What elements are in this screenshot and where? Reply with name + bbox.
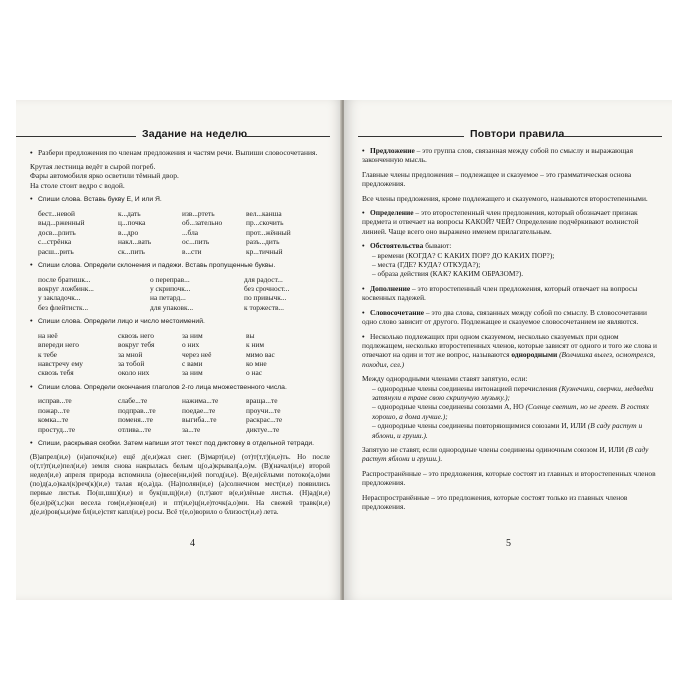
word: простуд...те xyxy=(38,424,75,434)
circumstance-place: – места (ГДЕ? КУДА? ОТКУДА?); xyxy=(372,260,481,270)
task-2-word-grid xyxy=(38,209,330,256)
word: мимо вас xyxy=(246,349,275,359)
word: в...дро xyxy=(118,227,139,237)
word: выд...рженный xyxy=(38,218,85,228)
word: диктуе...те xyxy=(246,424,280,434)
right-page-header xyxy=(344,128,672,144)
word: ос...пить xyxy=(182,237,210,247)
word: изв...ртеть xyxy=(182,208,215,218)
bullet-icon: • xyxy=(30,438,33,448)
word: к ним xyxy=(246,340,265,350)
comma-case-text: – однородные члены соединены интонацией перечисления xyxy=(372,383,559,393)
rule-attribute xyxy=(362,208,660,236)
word: после братишк... xyxy=(38,274,91,284)
page-number: 4 xyxy=(190,538,195,549)
word: досв...рлить xyxy=(38,227,76,237)
word: кр...тичный xyxy=(246,246,283,256)
rule-secondary-members: Все члены предложения, кроме подлежащего и сказуемого, называются второстепенными. xyxy=(362,193,648,203)
rule-term: Определение xyxy=(370,208,414,218)
word: к...дать xyxy=(118,208,141,218)
word: о них xyxy=(182,340,200,350)
no-comma-example: (В саду растут яблони и груши.). xyxy=(362,444,649,464)
word: о нас xyxy=(246,368,263,378)
bullet-icon: • xyxy=(362,283,365,293)
word: разъ...дить xyxy=(246,237,280,247)
word: без флейтистк... xyxy=(38,302,89,312)
task-1-text: Разбери предложения по членам предложения и частям речи. Выпиши словосочетания. xyxy=(38,148,318,157)
word: ...бла xyxy=(182,227,199,237)
word: проучи...те xyxy=(246,405,281,415)
word: для упаковк... xyxy=(150,302,194,312)
rule-text: – это группа слов, связанная между собой по смыслу и выражающая законченную мысль. xyxy=(362,146,633,165)
rule-homogeneous xyxy=(362,332,660,370)
word: прот...жённый xyxy=(246,227,291,237)
rule-text: – это второстепенный член предложения, который обозначает признак предмета и отвечает на вопросы КАКОЙ? ЧЕЙ? Определение подчёркивают волнистой линией. Чаще всего оно выражено именем прилагательным. xyxy=(362,208,639,236)
header-rule xyxy=(242,136,330,137)
word: на петард... xyxy=(150,293,186,303)
right-page-title: Повтори правила xyxy=(470,128,565,140)
task-1-sentence: Крутая лестница ведёт в сырой погреб. xyxy=(30,161,156,171)
rule-term: однородными xyxy=(511,350,558,360)
comma-intro: Между однородными членами ставят запятую, если: xyxy=(362,374,528,384)
word: нажима...те xyxy=(182,396,219,406)
word: впереди него xyxy=(38,340,79,350)
task-6 xyxy=(30,438,330,449)
comma-case-example: (Солнце светит, но не греет. В гостях хорошо, а дома лучше.); xyxy=(372,402,649,421)
word: поедае...те xyxy=(182,405,216,415)
right-page xyxy=(344,100,672,600)
word: ко мне xyxy=(246,359,267,369)
word: за...те xyxy=(182,424,201,434)
word: через неё xyxy=(182,349,212,359)
word: с...стрёнка xyxy=(38,237,72,247)
word: для радост... xyxy=(244,274,283,284)
word: поменя...те xyxy=(118,415,153,425)
extended-sentences-rule: Распространённые – это предложения, которые состоят из главных и второстепенных членов предложения. xyxy=(362,468,656,488)
word: ц...почка xyxy=(118,218,146,228)
word: сквозь него xyxy=(118,330,154,340)
word: с вами xyxy=(182,359,203,369)
page-number: 5 xyxy=(506,538,511,549)
right-content xyxy=(362,146,660,516)
comma-case xyxy=(372,384,660,403)
rule-object xyxy=(362,284,660,303)
word: за ним xyxy=(182,330,203,340)
rule-phrase xyxy=(362,308,660,327)
bullet-icon: • xyxy=(362,241,365,251)
rule-text: Несколько подлежащих при одном сказуемом, несколько сказуемых при одном подлежащем, несколько второстепенных членов, которые зависят от одного и того же слова и отвечают на один и тот же вопрос, называются xyxy=(362,331,657,360)
rule-text: – это второстепенный член предложения, который отвечает на вопросы косвенных падежей. xyxy=(362,283,638,303)
rule-term: Словосочетание xyxy=(370,307,425,317)
task-2 xyxy=(30,194,330,205)
no-comma-text: Запятую не ставят, если однородные члены соединены одиночным союзом И, ИЛИ xyxy=(362,444,626,454)
left-page xyxy=(16,100,344,600)
task-3-text: Спиши слова. Определи склонения и падежи. Вставь пропущенные буквы. xyxy=(38,262,276,269)
task-6-text: Спиши, раскрывая скобки. Затем напиши этот текст под диктовку в отдельной тетради. xyxy=(38,440,314,448)
word: у закладочк... xyxy=(38,293,81,303)
left-page-header xyxy=(16,128,344,144)
word: пожар...те xyxy=(38,405,70,415)
word: комка...те xyxy=(38,415,69,425)
word: вокруг тебя xyxy=(118,340,155,350)
circumstance-manner: – образа действия (КАК? КАКИМ ОБРАЗОМ?). xyxy=(372,269,524,279)
word: к тебе xyxy=(38,349,57,359)
bullet-icon: • xyxy=(30,316,33,326)
rule-example: (Волчишка вылез, осмотрелся, походил, сел.) xyxy=(362,350,656,369)
comma-case xyxy=(372,421,660,440)
word: вы xyxy=(246,330,255,340)
word: к торжеств... xyxy=(244,302,284,312)
word: на неё xyxy=(38,330,58,340)
word: о переправ... xyxy=(150,274,190,284)
word: около них xyxy=(118,368,150,378)
word: исправ...те xyxy=(38,396,72,406)
word: пр...скочить xyxy=(246,218,284,228)
bullet-icon: • xyxy=(30,194,33,204)
rule-circumstance xyxy=(362,241,660,250)
task-3 xyxy=(30,260,330,271)
task-2-text: Спиши слова. Вставь букву Е, И или Я. xyxy=(38,196,162,204)
task-1-sentence: На столе стоит ведро с водой. xyxy=(30,180,125,190)
bullet-icon: • xyxy=(30,381,33,391)
word: сквозь тебя xyxy=(38,368,74,378)
comma-case-example: (В саду растут и яблони, и груши.). xyxy=(372,421,643,440)
bullet-icon: • xyxy=(30,148,33,157)
task-1-sentence: Фары автомобиля ярко осветили тёмный двор. xyxy=(30,171,179,181)
rule-text: – это два слова, связанных между собой по смыслу. В словосочетании одно слово зависит от другого. Подлежащее и сказуемое словосочетанием не являются. xyxy=(362,307,647,327)
header-rule xyxy=(16,136,136,137)
comma-case-text: – однородные члены соединены повторяющимися союзами И, ИЛИ xyxy=(372,421,588,431)
bullet-icon: • xyxy=(362,146,365,155)
rule-term: Обстоятельства xyxy=(370,241,424,251)
task-5 xyxy=(30,382,330,393)
rule-sentence xyxy=(362,146,660,165)
rule-term: Предложение xyxy=(370,146,415,155)
bullet-icon: • xyxy=(362,208,365,218)
word: по привычк... xyxy=(244,293,287,303)
word: навстречу ему xyxy=(38,359,83,369)
task-3-word-grid xyxy=(38,275,330,313)
non-extended-sentences-rule: Нераспространённые – это предложения, которые состоят только из главных членов предложения. xyxy=(362,492,628,511)
word: выгиба...те xyxy=(182,415,217,425)
task-5-word-grid xyxy=(38,396,330,434)
word: бест...невой xyxy=(38,208,75,218)
word: подправ...те xyxy=(118,405,156,415)
task-4 xyxy=(30,316,330,327)
no-comma-rule xyxy=(362,445,660,464)
word: ск...пить xyxy=(118,246,145,256)
circumstance-time: – времени (КОГДА? С КАКИХ ПОР? ДО КАКИХ ПОР?); xyxy=(372,250,555,260)
bullet-icon: • xyxy=(30,260,33,269)
word: расш...рить xyxy=(38,246,74,256)
word: раскрас...те xyxy=(246,415,283,425)
header-rule xyxy=(558,136,662,137)
rule-main-members: Главные члены предложения – подлежащее и сказуемое – это грамматическая основа предложения. xyxy=(362,169,632,189)
task-4-word-grid xyxy=(38,331,330,378)
rule-term: Дополнение xyxy=(370,283,411,293)
word: об...зательно xyxy=(182,218,223,228)
word: накл...вать xyxy=(118,237,152,247)
comma-case-text: – однородные члены соединены союзами А, НО xyxy=(372,402,526,412)
task-6-paragraph: (В)апрел(и,е) (н)апочк(и,е) ещё д(е,и)жал снег. (В)март(и,е) (от)т(т,т)(и,е)ть. Но после о(т,т)т(и,е)пел(и,е) земля снова накрылась белым ц(о,а)крывал(а,о)м. (В)(начал(и,е) второй недел(и,е) апреля природа вспомнила (о)весе(нн,н)ей погод(и,е). В(е,и)сёлыми потоко(а,о)ми (по)д(а,о)кал(к)реч(к)(и,е) талая в(о,а)да. (На)полян(и,е) (а)солнечном мест(и,е) появились первые листья. По(ш,шш)(и,е) и бук(ш,щ)(и,е) (п,т)ают в(е,и)лёные листья. (Н)ад(и,е) б(е,и)рё(з,с)ки весела гом(и,е)нов(е,и) и пт(и,е)ц(и,е)точк(а,о)ми. На свежей травк(и,е) д(е,и)ров(ы,и)ме бл(и,е)стят капл(и,е) росы. Всё т(е,о)ворило о близост(и,е) лета. xyxy=(30,452,330,516)
word: в...сти xyxy=(182,246,202,256)
word: без срочност... xyxy=(244,284,290,293)
header-rule xyxy=(358,136,464,137)
word: слабе...те xyxy=(118,396,148,406)
comma-case xyxy=(372,402,660,421)
word: за мной xyxy=(118,349,143,359)
task-5-text: Спиши слова. Определи окончания глаголов 2-го лица множественного числа. xyxy=(38,383,287,391)
left-content xyxy=(30,148,330,517)
task-4-text: Спиши слова. Определи лицо и число местоимений. xyxy=(38,318,205,326)
word: вел...канша xyxy=(246,208,282,218)
word: враща...те xyxy=(246,396,278,406)
comma-case-example: (Кузнечики, сверчки, медведки затянули в траве свою скрипучую музыку.); xyxy=(372,383,654,402)
word: за тобой xyxy=(118,359,145,369)
word: за ним xyxy=(182,368,203,378)
left-page-title: Задание на неделю xyxy=(142,128,248,140)
task-1 xyxy=(30,148,330,158)
word: у скрипочк... xyxy=(150,284,191,293)
word: отлива...те xyxy=(118,424,152,434)
word: вокруг ложбинк... xyxy=(38,284,94,293)
bullet-icon: • xyxy=(362,331,365,341)
bullet-icon: • xyxy=(362,307,365,317)
rule-text: бывают: xyxy=(423,241,452,251)
